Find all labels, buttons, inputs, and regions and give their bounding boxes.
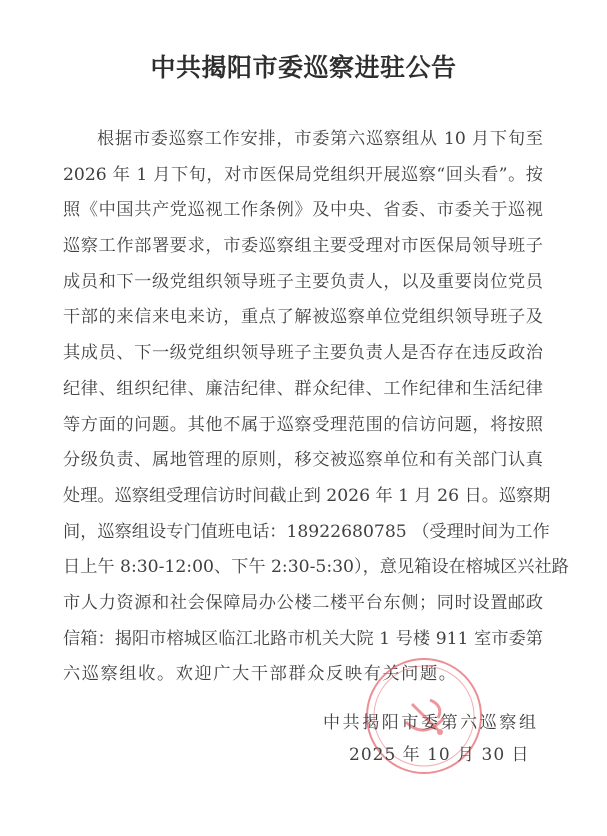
body-line: 分级负责、属地管理的原则，移交被巡察单位和有关部门认真 [63,450,543,471]
body-line: 2026 年 1 月下旬，对市医保局党组织开展巡察“回头看”。按 [63,164,543,185]
body-line: 纪律、组织纪律、廉洁纪律、群众纪律、工作纪律和生活纪律 [63,378,543,399]
body-line: 干部的来信来电来访，重点了解被巡察单位党组织领导班子及 [63,307,543,328]
body-line: 日上午 8:30-12:00、下午 2:30-5:30），意见箱设在榕城区兴社路 [63,557,569,578]
body-line: 信箱：揭阳市榕城区临江北路市机关大院 1 号楼 911 室市委第 [63,628,543,649]
body-line: 巡察工作部署要求，市委巡察组主要受理对市医保局领导班子 [63,236,543,257]
body-line: 间，巡察组设专门值班电话：18922680785 （受理时间为工作 [63,521,550,542]
body-line: 其成员、下一级党组织领导班子主要负责人是否存在违反政治 [63,343,543,364]
body-line: 等方面的问题。其他不属于巡察受理范围的信访问题，将按照 [63,414,543,435]
body-line: 处理。巡察组受理信访时间截止到 2026 年 1 月 26 日。巡察期 [63,485,551,506]
body-line: 照《中国共产党巡视工作条例》及中央、省委、市委关于巡视 [63,200,543,221]
announcement-body [63,122,569,693]
document-title: 中共揭阳市委巡察进驻公告 [150,53,457,82]
body-line: 六巡察组收。欢迎广大干部群众反映有关问题。 [63,664,458,685]
body-line: 成员和下一级党组织领导班子主要负责人，以及重要岗位党员 [63,271,543,292]
signing-date: 2025 年 10 月 30 日 [349,745,530,765]
body-line: 根据市委巡察工作安排，市委第六巡察组从 10 月下旬至 [97,129,543,149]
signing-organization: 中共揭阳市委第六巡察组 [323,713,539,733]
body-line: 市人力资源和社会保障局办公楼二楼平台东侧；同时设置邮政 [63,592,543,613]
